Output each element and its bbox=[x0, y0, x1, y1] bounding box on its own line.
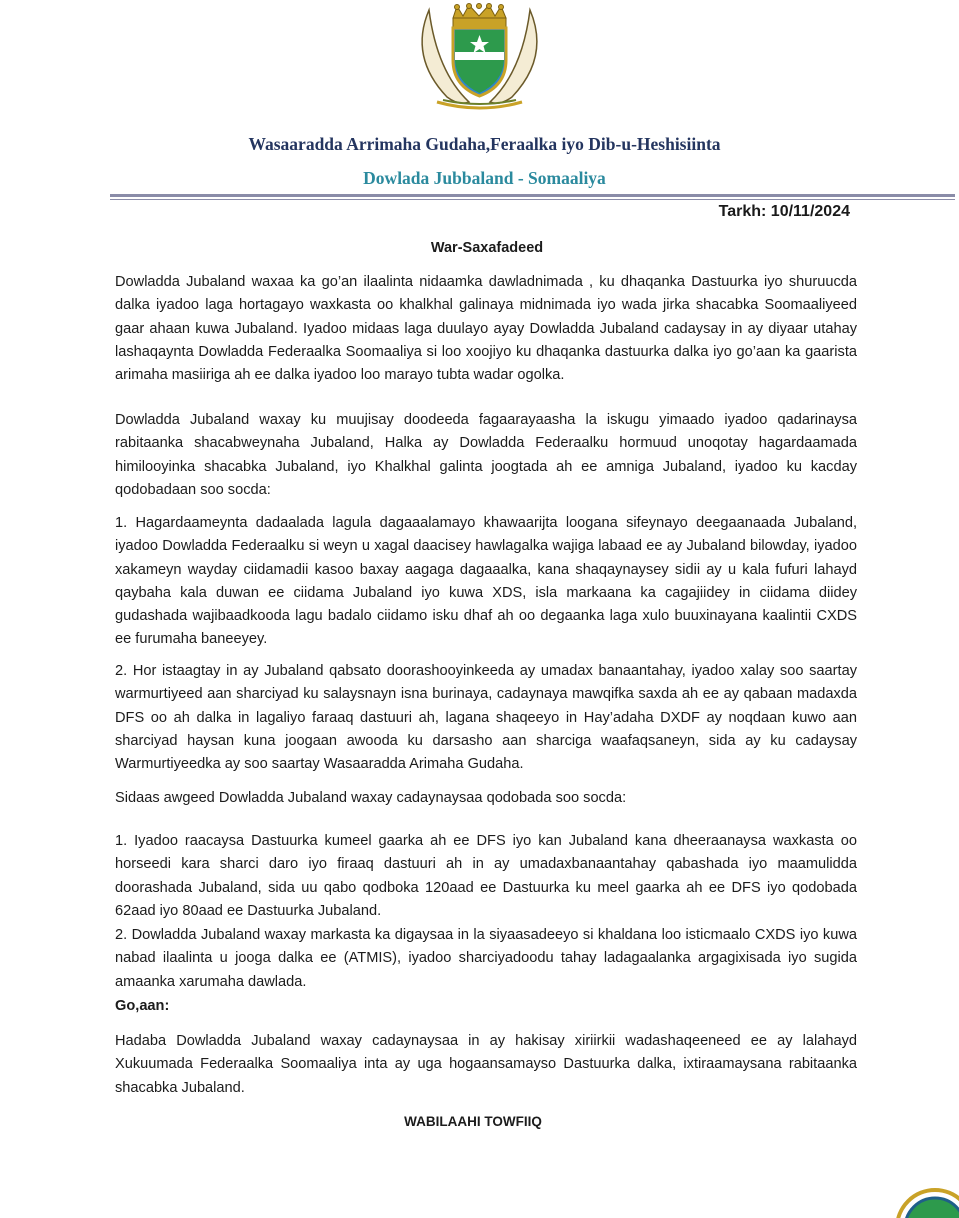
document-title: War-Saxafadeed bbox=[430, 240, 544, 256]
paragraph-point-1: 1. Hagardaameynta dadaalada lagula dagaaalamayo khawaarijta loogana sifeynayo deegaanaada Jubaland, iyadoo Dowladda Federaalku si weyn u xagal daacisey hawlagalka wajiga labaad ee ay Jubaland bilowday, iyadoo xakameyn wayday ciidamadii kasoo baxay aagaga dagaaalka, kana shaqaynaysey sidii ay u kala fufuri lahayd qaybaha kala duwan ee ciidama Jubaland iyo kuwa XDS, isla markaana ka cagajiidey in ciidama diidey gudashada wajibaadkooda lagu badalo ciidamo isku dhaf ah oo degaanka laga xulo buuxinayana kaalintii CXDS ee furumaha baneeyey. bbox=[115, 515, 857, 648]
header-divider bbox=[110, 194, 955, 197]
closing-phrase: WABILAAHI TOWFIIQ bbox=[404, 1114, 542, 1129]
paragraph-statement: Sidaas awgeed Dowladda Jubaland waxay cadaynaysaa qodobada soo socda: bbox=[115, 790, 627, 806]
decision-label: Go,aan: bbox=[115, 998, 170, 1014]
official-seal-icon bbox=[895, 1188, 959, 1218]
paragraph-decision-2: 2. Dowladda Jubaland waxay markasta ka digaysaa in la siyaasadeeyo si khaldana loo isticmaalo CXDS iyo kuwa nabad ilaalinta u jooga dalka ee (ATMIS), iyadoo sharciyadoodu tahay ladagaalanka argagixisada iyo sugida amaanka xarumaha dawlada. bbox=[115, 927, 857, 990]
paragraph-intro: Dowladda Jubaland waxaa ka go’an ilaalinta nidaamka dawladnimada , ku dhaqanka Dastuurka iyo shuruucda dalka iyadoo laga hortagayo waxkasta oo khalkhal galinaya midnimada iyo wada jirka shacabka Soomaaliyeed gaar ahaan kuwa Jubaland. Iyadoo midaas laga duulayo ayay Dowladda Jubaland cadaysay in ay diyaar utahay lashaqaynta Dowladda Federaalka Soomaaliya si loo xoojiyo ku dhaqanka dastuurka dalka iyo go’aan ka gaarista arimaha masiiriga ah ee dalka iyadoo loo marayo tubta wadar ogolka. bbox=[115, 274, 857, 384]
government-name: Dowlada Jubbaland - Somaaliya bbox=[363, 168, 606, 188]
paragraph-final: Hadaba Dowladda Jubaland waxay cadaynaysaa in ay hakisay xiriirkii wadashaqeeneed ee ay lalahayd Xukuumada Federaalka Soomaaliya inta ay uga hogaansamayso Dastuurka dalka, ixtiraamaysana rabitaanka shacabka Jubaland. bbox=[115, 1033, 857, 1096]
ministry-name: Wasaaradda Arrimaha Gudaha,Feraalka iyo Dib-u-Heshisiinta bbox=[248, 134, 721, 154]
paragraph-context: Dowladda Jubaland waxay ku muujisay doodeeda fagaarayaasha la iskugu yimaado iyadoo qadarinaysa rabitaanka shacabweynaha Jubaland, Halka ay Dowladda Federaalku hormuud unoqotay hagardaamada himilooyinka shacabka Jubaland, iyo Khalkhal galinta joogtada ah ee amniga Jubaland, iyadoo ku kacday qodobadaan soo socda: bbox=[115, 412, 857, 498]
document-date: Tarkh: 10/11/2024 bbox=[718, 203, 850, 220]
paragraph-point-2: 2. Hor istaagtay in ay Jubaland qabsato doorashooyinkeeda ay umadax banaantahay, iyadoo xalay soo saartay warmurtiyeed aan sharciyad ku salaysnayn isna burinaya, cadaynaya mawqifka saxda ah ee ay qabaan madaxda DFS oo ah dalka in lagaliyo faraaq dastuuri ah, lagana shaqeeyo in Hay’adaha DXDF ay noqdaan kuwo aan sharciyad haysan kuna joogaan awooda ku darsasho aan sharciga waafaqsaneyn, sida ay ku cadaysay Warmurtiyeedka ay soo saartay Wasaaradda Arimaha Gudaha. bbox=[115, 663, 857, 773]
header-divider-thin bbox=[110, 199, 955, 200]
paragraph-decision-1: 1. Iyadoo raacaysa Dastuurka kumeel gaarka ah ee DFS iyo kan Jubaland kana dheeraanaysa waxkasta oo horseedi kara sharci daro iyo firaaq dastuuri ah in ay umadaxbanaantahay qabashada iyo maamulidda doorashada Jubaland, sida uu qabo qodboka 120aad ee Dastuurka ku meel gaarka ah ee DFS iyo qodobada 62aad iyo 80aad ee Dastuurka Jubaland. bbox=[115, 833, 857, 919]
jubaland-emblem-icon bbox=[407, 2, 552, 114]
